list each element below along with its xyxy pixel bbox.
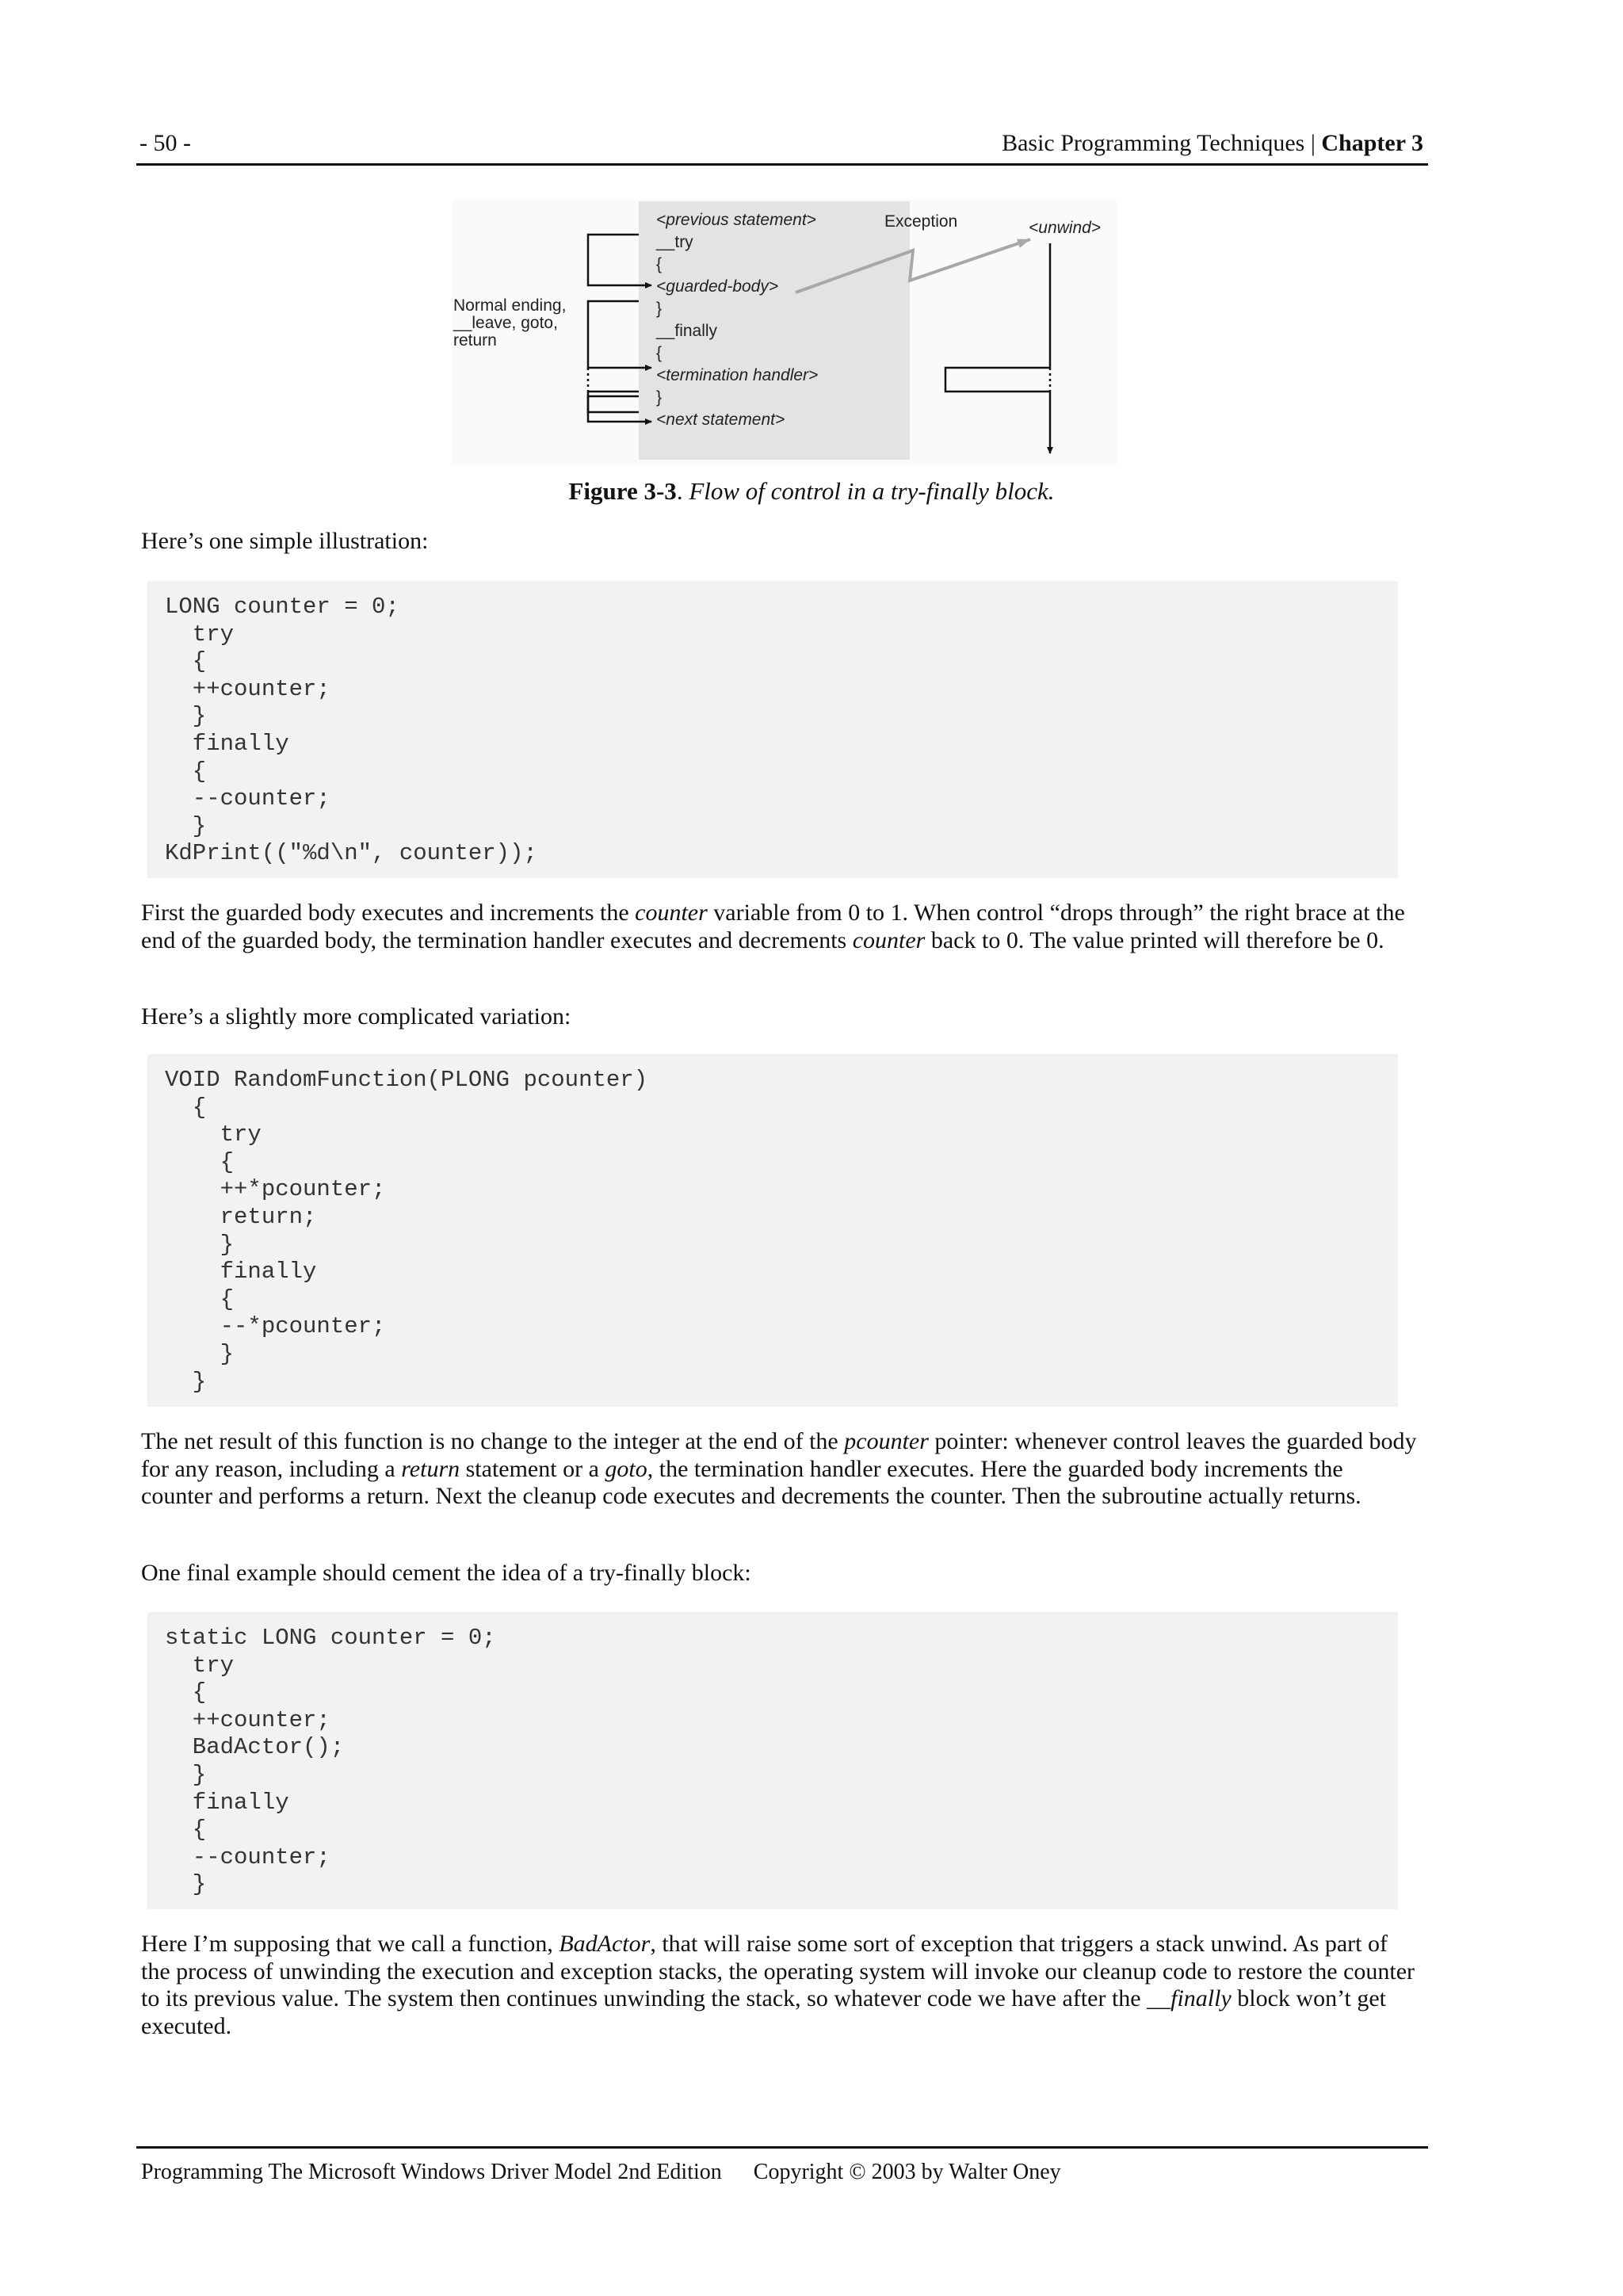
page-header	[136, 125, 1428, 166]
label-normal-ending-3: return	[453, 331, 497, 350]
code-block-1	[147, 581, 1398, 878]
label-exception: Exception	[884, 212, 958, 231]
para-1-term-counter: counter	[635, 900, 708, 926]
label-close-brace-1: }	[656, 300, 663, 318]
para-2-term-return: return	[401, 1455, 460, 1482]
section-title: Basic Programming Techniques |	[1002, 130, 1322, 156]
body-paragraph-2	[141, 1428, 1417, 1511]
para-3-term-finally: __finally	[1147, 1985, 1232, 2011]
footer-rule	[136, 2146, 1428, 2149]
code-listing-1: LONG counter = 0; try { ++counter; } finally { --counter; } KdPrint(("%d\n", counter));	[165, 594, 537, 867]
para-3-term-badactor: BadActor	[559, 1931, 651, 1957]
try-finally-diagram	[452, 200, 1117, 465]
label-close-brace-2: }	[656, 388, 663, 407]
caption-text: Flow of control in a try-finally block.	[689, 477, 1055, 505]
label-normal-ending-1: Normal ending,	[453, 296, 567, 315]
label-guarded-body: <guarded-body>	[656, 277, 779, 296]
para-2-text-g: , the termination handler executes. Here the guarded body increments the counter and performs a return. Next the cleanup code executes and decrements the counter. Then the subroutine actually returns.	[141, 1455, 1361, 1509]
para-2-text-a: The net result of this function is no change to the integer at the end of the	[141, 1428, 845, 1454]
intro-paragraph-2: Here’s a slightly more complicated variation:	[141, 1003, 571, 1030]
label-next-statement: <next statement>	[656, 411, 785, 429]
code-block-3	[147, 1612, 1398, 1909]
label-previous-statement: <previous statement>	[656, 211, 816, 229]
label-try: __try	[656, 233, 693, 251]
figure-label: Figure 3-3	[568, 477, 677, 505]
intro-paragraph-1: Here’s one simple illustration:	[141, 528, 429, 554]
label-open-brace-1: {	[656, 255, 663, 273]
para-2-text-e: statement or a	[460, 1455, 605, 1482]
para-2-term-goto: goto	[605, 1455, 647, 1482]
code-block-2	[147, 1054, 1398, 1407]
footer-copyright: Copyright © 2003 by Walter Oney	[753, 2160, 1061, 2184]
para-2-term-pcounter: pcounter	[844, 1428, 929, 1454]
footer-book-title: Programming The Microsoft Windows Driver Model 2nd Edition	[141, 2160, 722, 2184]
para-2-text-c: pointer: whenever control leaves the guarded body for any reason, including a	[141, 1428, 1417, 1482]
code-listing-2: VOID RandomFunction(PLONG pcounter) { try { ++*pcounter; return; } finally { --*pcounter; } }	[165, 1067, 648, 1395]
code-listing-3: static LONG counter = 0; try { ++counter; BadActor(); } finally { --counter; }	[165, 1625, 496, 1898]
label-finally: __finally	[656, 322, 718, 340]
label-open-brace-2: {	[656, 344, 663, 362]
body-paragraph-1	[141, 900, 1417, 954]
intro-paragraph-3: One final example should cement the idea of a try-finally block:	[141, 1560, 751, 1586]
label-normal-ending-2: __leave, goto,	[453, 314, 558, 332]
figure-caption	[0, 477, 1623, 506]
chapter-label: Chapter 3	[1321, 130, 1423, 156]
page-number: - 50 -	[139, 130, 191, 156]
label-termination-handler: <termination handler>	[656, 366, 819, 384]
running-head	[1002, 130, 1423, 157]
para-3-text-a: Here I’m supposing that we call a function,	[141, 1931, 559, 1957]
para-1-text-a: First the guarded body executes and increments the	[141, 900, 636, 926]
body-paragraph-3	[141, 1931, 1417, 2040]
para-1-term-counter-2: counter	[852, 926, 926, 953]
page-footer	[141, 2160, 1061, 2185]
caption-separator: .	[676, 477, 689, 505]
para-3-text-c: , that will raise some sort of exception that triggers a stack unwind. As part of the process of unwinding the execution and exception stacks, the operating system will invoke our cleanup code to restore the counter to its previous value. The system then continues unwinding the stack, so whatever code we have after the	[141, 1931, 1415, 2011]
label-unwind: <unwind>	[1029, 219, 1102, 237]
para-1-text-e: back to 0. The value printed will therefore be 0.	[925, 926, 1384, 953]
para-1-text-c: variable from 0 to 1. When control “drops through” the right brace at the end of the guarded body, the termination handler executes and decrements	[141, 900, 1405, 953]
para-3-text-e: block won’t get executed.	[141, 1985, 1387, 2039]
